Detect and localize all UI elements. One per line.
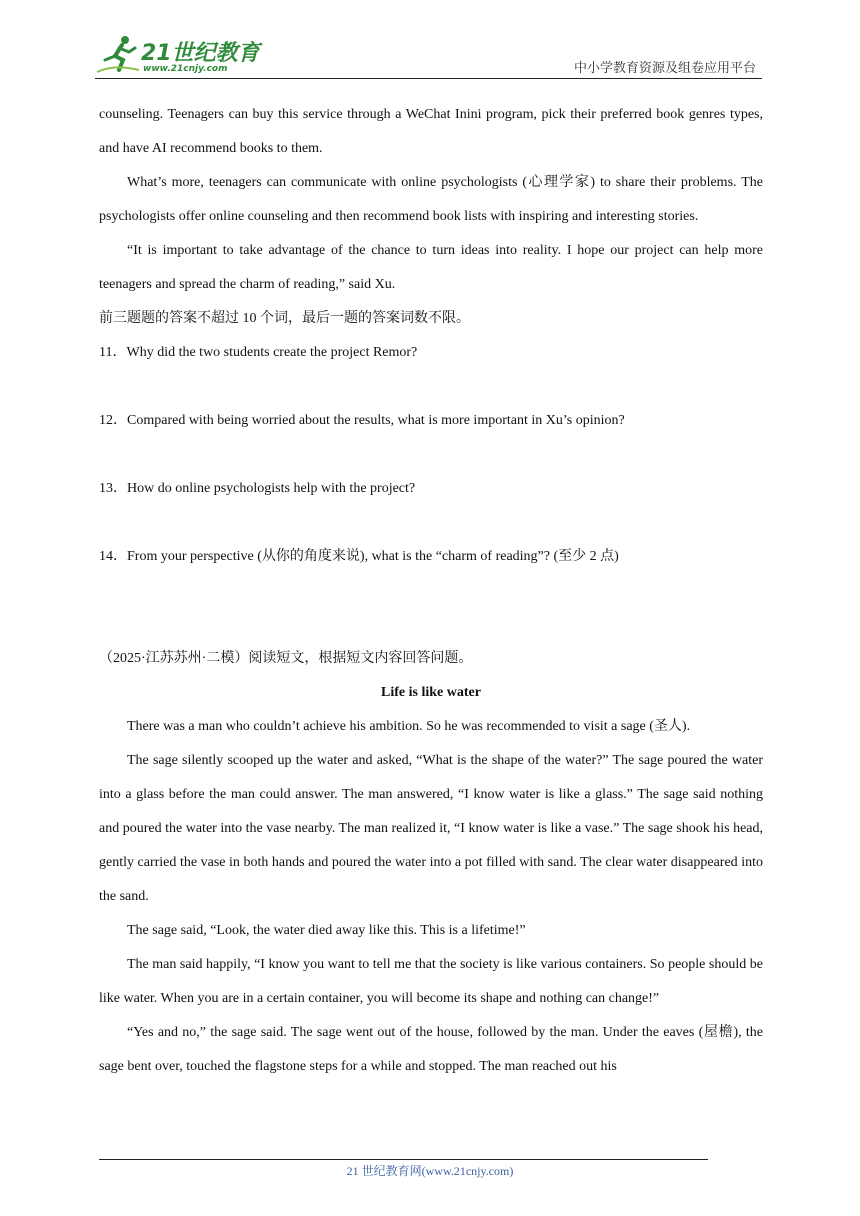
instructions: 前三题题的答案不超过 10 个词，最后一题的答案词数不限。 [99, 311, 470, 326]
paragraph: “Yes and no,” the sage said. The sage went out of the house, followed by the man. Under the eaves (屋檐), the sage bent over, touched the flagstone steps for a while and stopped. The man reached out his [99, 1025, 763, 1074]
paragraph: The man said happily, “I know you want to tell me that the society is like various containers. So people should be like water. When you are in a certain container, you will become its shape and nothing can change!” [99, 957, 763, 1006]
page-header [95, 30, 762, 79]
runner-icon [95, 34, 141, 74]
paragraph: “It is important to take advantage of the chance to turn ideas into reality. I hope our project can help more teenagers and spread the charm of reading,” said Xu. [99, 243, 763, 292]
paragraph: The sage silently scooped up the water and asked, “What is the shape of the water?” The sage poured the water into a glass before the man could answer. The man answered, “I know water is like a glass.” The sage said nothing and poured the water into the vase nearby. The man realized it, “I know water is like a vase.” The sage shook his head, gently carried the vase in both hands and poured the water into a pot filled with sand. The clear water disappeared into the sand. [99, 753, 763, 904]
document-body [99, 98, 763, 1084]
question-14: 14．From your perspective (从你的角度来说), what is the “charm of reading”? (至少 2 点) [99, 549, 619, 564]
page-footer: 21 世纪教育网(www.21cnjy.com) [346, 1164, 514, 1178]
site-logo [95, 34, 260, 74]
logo-url: www.21cnjy.com [143, 64, 228, 74]
paragraph: There was a man who couldn’t achieve his ambition. So he was recommended to visit a sage (圣人). [127, 719, 691, 734]
passage-title: Life is like water [381, 685, 481, 700]
logo-text: 21世纪教育 [141, 41, 260, 66]
question-11: 11．Why did the two students create the project Remor? [99, 345, 418, 360]
footer-divider [99, 1159, 708, 1160]
passage-source: （2025·江苏苏州·二模）阅读短文，根据短文内容回答问题。 [99, 651, 473, 666]
header-platform-text: 中小学教育资源及组卷应用平台 [573, 60, 756, 75]
paragraph: The sage said, “Look, the water died away like this. This is a lifetime!” [127, 923, 526, 938]
paragraph: counseling. Teenagers can buy this service through a WeChat Inini program, pick their preferred book genres types, and have AI recommend books to them. [99, 107, 763, 156]
paragraph: What’s more, teenagers can communicate with online psychologists (心理学家) to share their problems. The psychologists offer online counseling and then recommend book lists with inspiring and interesting stories. [99, 175, 763, 224]
question-13: 13．How do online psychologists help with the project? [99, 481, 416, 496]
question-12: 12．Compared with being worried about the results, what is more important in Xu’s opinion? [99, 413, 625, 428]
